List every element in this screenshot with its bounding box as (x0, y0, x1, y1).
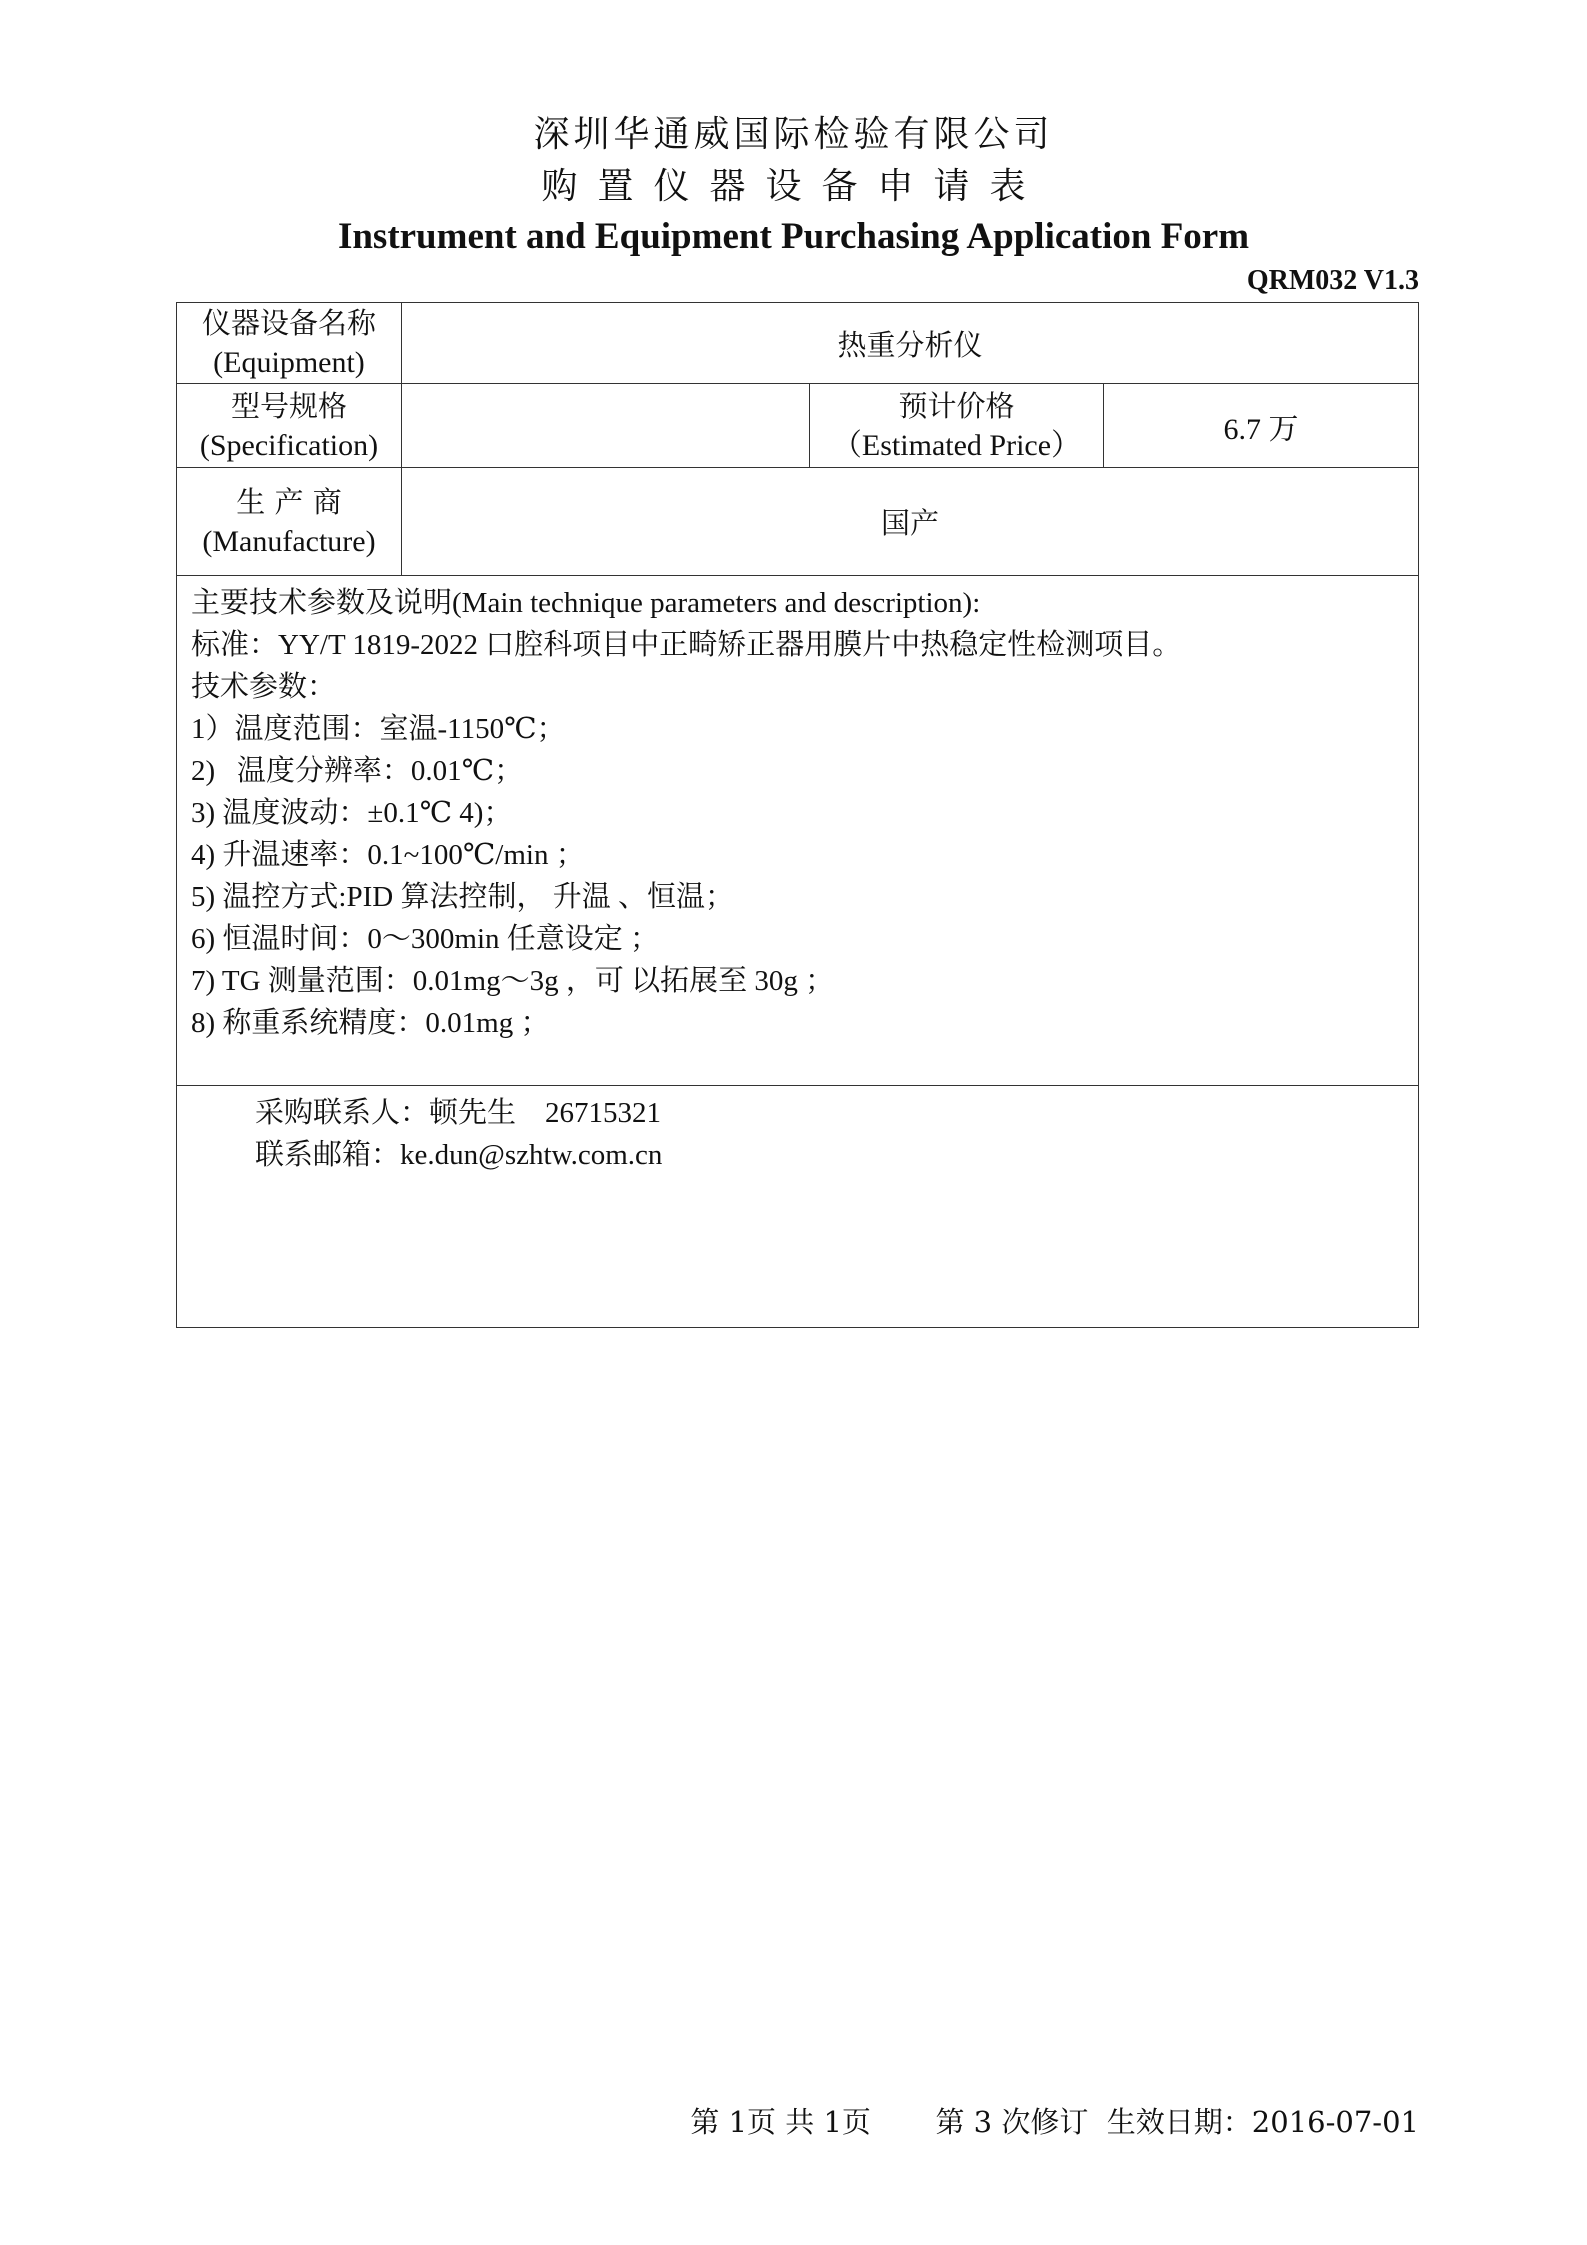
equipment-label-en: (Equipment) (213, 346, 365, 379)
spec-label-en: (Specification) (199, 428, 379, 462)
equipment-value: 热重分析仪 (402, 303, 1419, 384)
form-heading (0, 112, 1587, 260)
manufacture-label-cell (177, 468, 402, 576)
doc-code: QRM032 V1.3 (1246, 265, 1419, 296)
description-line: 5) 温控方式:PID 算法控制， 升温 、恒温； (191, 881, 734, 913)
application-form-table (176, 302, 1419, 1328)
description-line: 3) 温度波动：±0.1℃ 4)； (191, 797, 513, 829)
description-cell (177, 576, 1419, 1086)
description-line: 标准：YY/T 1819-2022 口腔科项目中正畸矫正器用膜片中热稳定性检测项目。 (191, 629, 1182, 661)
manufacture-value: 国产 (402, 468, 1419, 576)
equipment-label-cn: 仪器设备名称 (201, 306, 376, 340)
manufacture-row (177, 468, 1419, 576)
manufacture-label-cn: 生 产 商 (236, 484, 342, 519)
spec-value (402, 384, 810, 468)
price-label-en: （Estimated Price） (831, 428, 1082, 462)
description-line: 8) 称重系统精度：0.01mg ； (191, 1007, 550, 1039)
footer-page-number: 第 1页 共 1页 (690, 2105, 871, 2139)
contact-person: 采购联系人：顿先生 26715321 (255, 1097, 662, 1129)
manufacture-label-en: (Manufacture) (202, 524, 376, 558)
contact-email: 联系邮箱：ke.dun@szhtw.com.cn (255, 1139, 663, 1171)
description-heading: 主要技术参数及说明(Main technique parameters and description): (191, 587, 981, 619)
description-line: 4) 升温速率：0.1~100℃/min ； (191, 839, 585, 871)
description-line: 7) TG 测量范围：0.01mg～3g ，可 以拓展至 30g ； (191, 965, 835, 997)
spec-label-cn: 型号规格 (230, 388, 347, 423)
description-line: 技术参数： (191, 671, 337, 703)
contact-cell (177, 1086, 1419, 1328)
equipment-row (177, 303, 1419, 384)
price-label-cn: 预计价格 (898, 388, 1015, 423)
contact-row (177, 1086, 1419, 1328)
footer-revision: 第 3 次修订 生效日期：2016-07-01 (935, 2105, 1419, 2139)
form-title-cn: 购置仪器设备申请表 (541, 166, 1046, 207)
spec-label-cell (177, 384, 402, 468)
equipment-label-cell (177, 303, 402, 384)
description-line: 6) 恒温时间：0～300min 任意设定 ； (191, 923, 660, 955)
page-footer (690, 2100, 1419, 2141)
price-label-cell (810, 384, 1104, 468)
company-name: 深圳华通威国际检验有限公司 (533, 114, 1054, 155)
description-line: 1）温度范围：室温-1150℃； (191, 713, 566, 745)
form-title-en: Instrument and Equipment Purchasing Application Form (337, 216, 1250, 257)
description-line: 2) 温度分辨率：0.01℃； (191, 755, 524, 787)
price-value: 6.7 万 (1104, 384, 1419, 468)
description-row (177, 576, 1419, 1086)
spec-price-row (177, 384, 1419, 468)
